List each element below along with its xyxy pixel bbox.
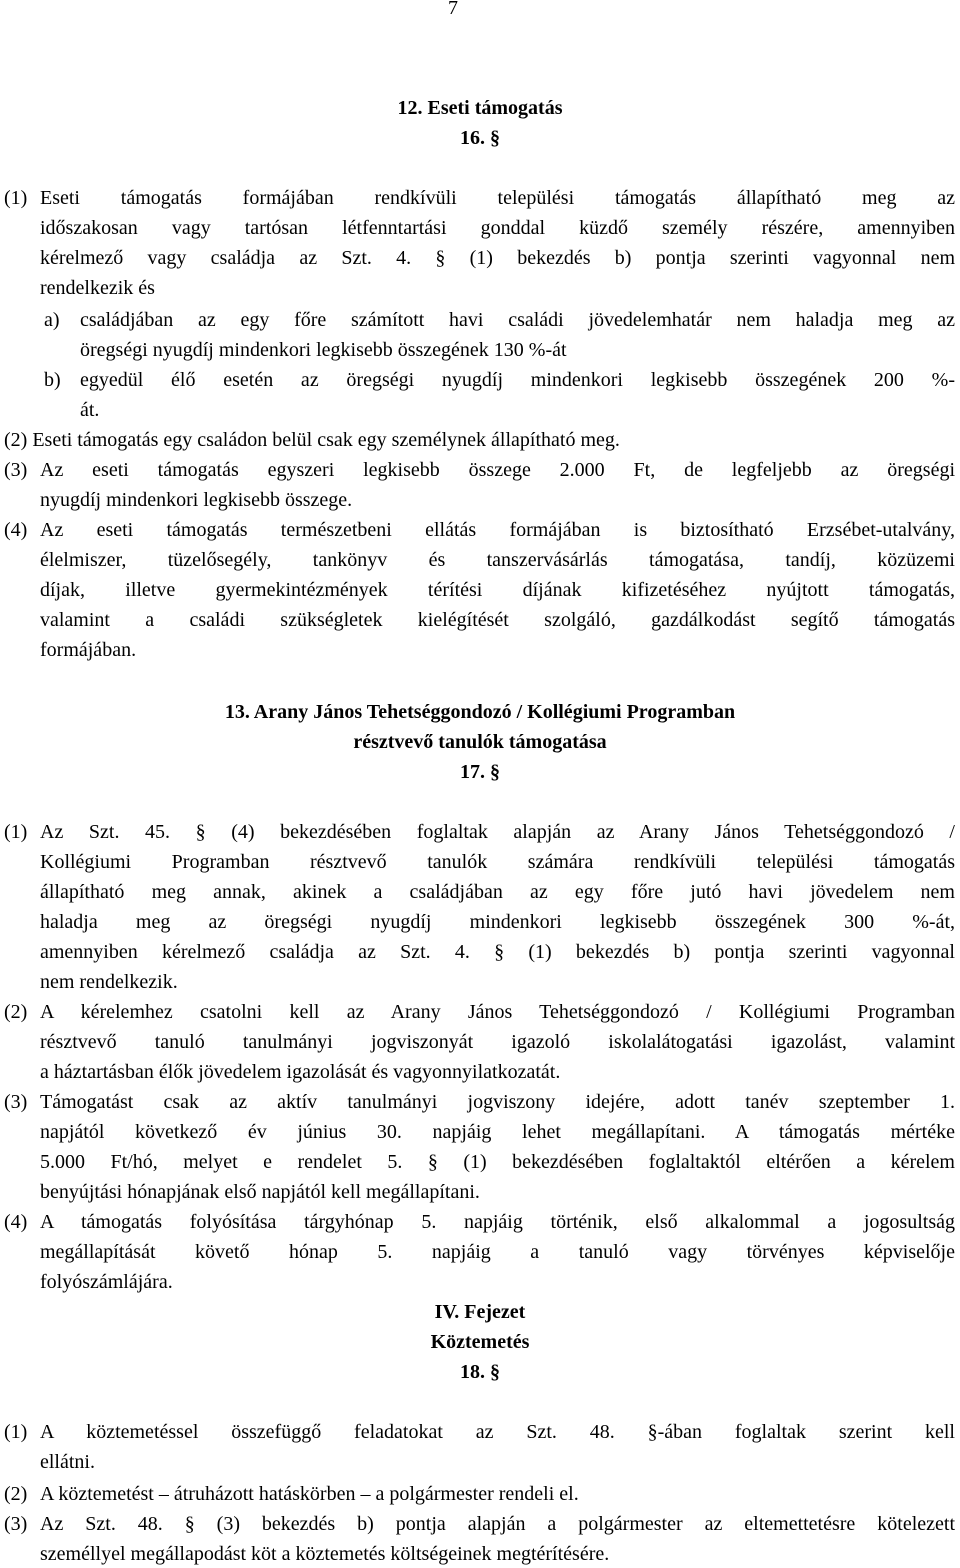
c4-p3-line: személlyel megállapodást köt a köztemetés költségeinek megtérítésére.: [40, 1543, 610, 1565]
s12-item-b-line: át.: [80, 399, 100, 421]
s13-p3-line: benyújtási hónapjának első napjától kell megállapítani.: [40, 1181, 480, 1203]
s13-p2-line: A kérelemhez csatolni kell az Arany János Tehetséggondozó / Kollégiumi Programban: [40, 1001, 955, 1023]
page-number: 7: [448, 0, 458, 19]
s12-item-a-label: a): [44, 309, 60, 331]
s12-p3-number: (3): [4, 459, 28, 481]
s13-p3-line: Támogatást csak az aktív tanulmányi jogviszony idejére, adott tanév szeptember 1.: [40, 1091, 955, 1113]
s12-p3-line: nyugdíj mindenkori legkisebb összege.: [40, 489, 353, 511]
chapter-4-subtitle: Köztemetés: [430, 1331, 530, 1353]
s13-p3-line: napjától következő év június 30. napjáig lehet megállapítani. A támogatás mértéke: [40, 1121, 955, 1143]
s12-p4-line: díjak, illetve gyermekintézmények térítési díjának kifizetéséhez nyújtott támogatás,: [40, 579, 955, 601]
s12-item-a-line: családjában az egy főre számított havi családi jövedelemhatár nem haladja meg az: [80, 309, 955, 331]
s12-p4-line: valamint a családi szükségletek kielégítését szolgáló, gazdálkodást segítő támogatás: [40, 609, 955, 631]
s12-p4-line: élelmiszer, tüzelősegély, tankönyv és tanszervásárlás támogatása, tandíj, közüzemi: [40, 549, 955, 571]
s12-p1-line: kérelmező vagy családja az Szt. 4. § (1) bekezdés b) pontja szerinti vagyonnal nem: [40, 247, 955, 269]
section-12-title: 12. Eseti támogatás: [397, 97, 563, 119]
c4-p1-number: (1): [4, 1421, 28, 1443]
s12-p3-line: Az eseti támogatás egyszeri legkisebb összege 2.000 Ft, de legfeljebb az öregségi: [40, 459, 955, 481]
s12-p1-line: rendelkezik és: [40, 277, 155, 299]
c4-p2-line: A köztemetést – átruházott hatáskörben – a polgármester rendeli el.: [40, 1483, 579, 1505]
s12-p1-line: időszakosan vagy tartósan létfenntartási gonddal küzdő személy részére, amennyiben: [40, 217, 955, 239]
s12-p1-number: (1): [4, 187, 28, 209]
s13-p3-number: (3): [4, 1091, 28, 1113]
s13-p3-line: 5.000 Ft/hó, melyet e rendelet 5. § (1) bekezdésében foglaltaktól eltérően a kérelem: [40, 1151, 955, 1173]
s12-p4-line: Az eseti támogatás természetbeni ellátás formájában is biztosítható Erzsébet-utalvány,: [40, 519, 955, 541]
s13-p4-number: (4): [4, 1211, 28, 1233]
s13-p2-number: (2): [4, 1001, 28, 1023]
s13-p4-line: folyószámlájára.: [40, 1271, 173, 1293]
section-12-paragraph-mark: 16. §: [460, 127, 500, 149]
s12-item-b-label: b): [44, 369, 61, 391]
s12-p1-line: Eseti támogatás formájában rendkívüli települési támogatás állapítható meg az: [40, 187, 955, 209]
s12-p4-number: (4): [4, 519, 28, 541]
s13-p4-line: A támogatás folyósítása tárgyhónap 5. napjáig történik, első alkalommal a jogosultság: [40, 1211, 955, 1233]
s13-p1-line: Kollégiumi Programban résztvevő tanulók számára rendkívüli települési támogatás: [40, 851, 955, 873]
section-13-paragraph-mark: 17. §: [460, 761, 500, 783]
s13-p2-line: résztvevő tanuló tanulmányi jogviszonyát igazoló iskolalátogatási igazolást, valamint: [40, 1031, 955, 1053]
section-13-title-cont: résztvevő tanulók támogatása: [353, 731, 607, 753]
section-13-title: 13. Arany János Tehetséggondozó / Kollégiumi Programban: [224, 701, 736, 723]
chapter-4-title: IV. Fejezet: [434, 1301, 526, 1323]
s13-p2-line: a háztartásban élők jövedelem igazolását és vagyonnyilatkozatát.: [40, 1061, 561, 1083]
s12-item-a-line: öregségi nyugdíj mindenkori legkisebb összegének 130 %-át: [80, 339, 567, 361]
s12-p2: (2) Eseti támogatás egy családon belül csak egy személynek állapítható meg.: [4, 429, 620, 451]
s13-p4-line: megállapítását követő hónap 5. napjáig a tanuló vagy törvényes képviselője: [40, 1241, 955, 1263]
chapter-4-paragraph-mark: 18. §: [460, 1361, 500, 1383]
s13-p1-line: Az Szt. 45. § (4) bekezdésében foglaltak alapján az Arany János Tehetséggondozó /: [40, 821, 955, 843]
c4-p3-number: (3): [4, 1513, 28, 1535]
c4-p1-line: ellátni.: [40, 1451, 95, 1473]
s13-p1-line: nem rendelkezik.: [40, 971, 178, 993]
c4-p1-line: A köztemetéssel összefüggő feladatokat az Szt. 48. §-ában foglaltak szerint kell: [40, 1421, 955, 1443]
s13-p1-line: állapítható meg annak, akinek a családjában az egy főre jutó havi jövedelem nem: [40, 881, 955, 903]
c4-p2-number: (2): [4, 1483, 28, 1505]
s13-p1-number: (1): [4, 821, 28, 843]
s12-item-b-line: egyedül élő esetén az öregségi nyugdíj mindenkori legkisebb összegének 200 %-: [80, 369, 955, 391]
s12-p4-line: formájában.: [40, 639, 137, 661]
s13-p1-line: haladja meg az öregségi nyugdíj mindenkori legkisebb összegének 300 %-át,: [40, 911, 955, 933]
c4-p3-line: Az Szt. 48. § (3) bekezdés b) pontja alapján a polgármester az eltemettetésre kötelezett: [40, 1513, 955, 1535]
s13-p1-line: amennyiben kérelmező családja az Szt. 4. § (1) bekezdés b) pontja szerinti vagyonnal: [40, 941, 955, 963]
